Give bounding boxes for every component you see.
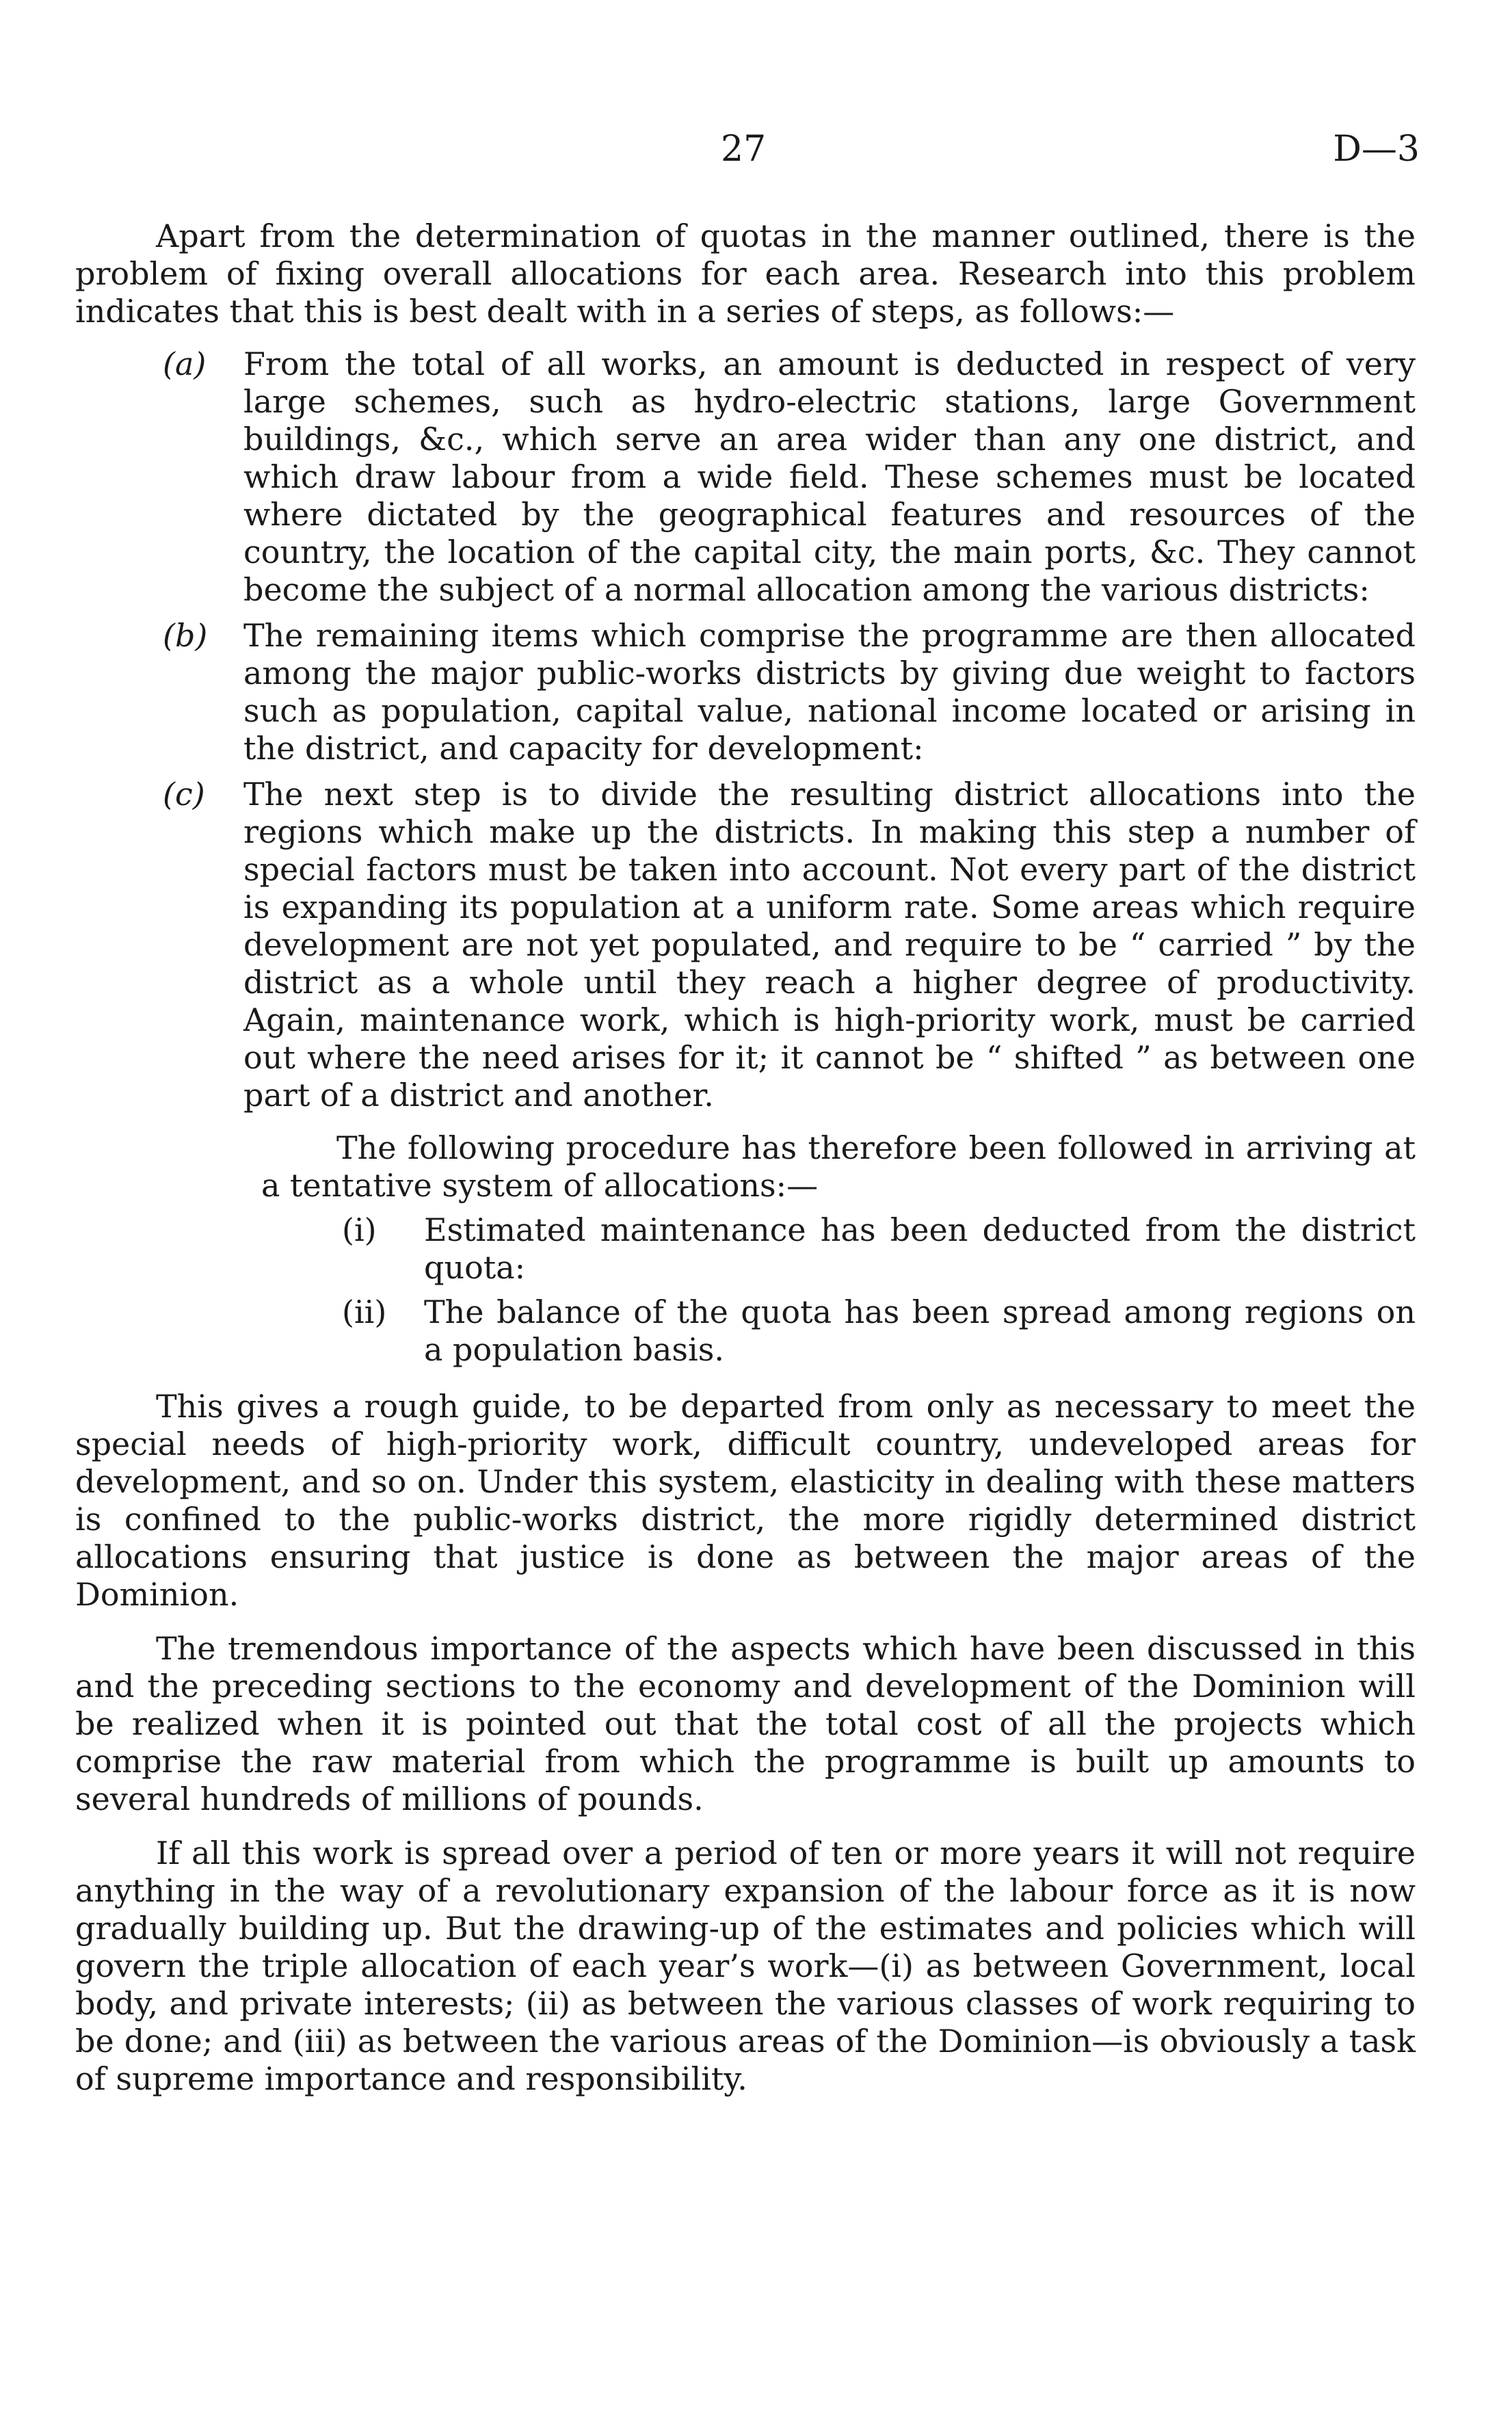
- step-text: From the total of all works, an amount is deducted in respect of very large schemes, such as hydro-electric stations, large Government buildings, &c., which serve an area wider than any one district, and which draw labour from a wide field. These schemes must be located where dictated by the geographical features and resources of the country, the location of the capital city, the main ports, &c. They cannot become the subject of a normal allocation among the various districts:: [243, 345, 1416, 608]
- document-reference: D—3: [1333, 129, 1420, 170]
- paragraph: If all this work is spread over a period of ten or more years it will not require anything in the way of a revolutionary expansion of the labour force as it is now gradually building up. But the drawing-up of the estimates and policies which will govern the triple allocation of each year’s work—(i) as between Government, local body, and private interests; (ii) as between the various classes of work requiring to be done; and (iii) as between the various areas of the Dominion—is obviously a task of supreme importance and responsibility.: [75, 1835, 1416, 2097]
- procedure-label: (ii): [342, 1293, 387, 1330]
- procedure-intro: The following procedure has therefore been followed in arriving at a tentative system of allocations:—: [261, 1129, 1416, 1204]
- paragraph: The tremendous importance of the aspects which have been discussed in this and the preceding sections to the economy and development of the Dominion will be realized when it is pointed out that the total cost of all the projects which comprise the raw material from which the programme is built up amounts to several hundreds of millions of pounds.: [75, 1630, 1416, 1817]
- procedure-label: (i): [342, 1211, 377, 1248]
- page-number: 27: [721, 129, 767, 170]
- procedure-list: [342, 1211, 1416, 1369]
- step-c: [75, 776, 1416, 1114]
- step-text: The next step is to divide the resulting district allocations into the regions which make up the districts. In making this step a number of special factors must be taken into account. Not every part of the district is expanding its population at a uniform rate. Some areas which require development are not yet populated, and require to be “ carried ” by the district as a whole until they reach a higher degree of productivity. Again, maintenance work, which is high-priority work, must be carried out where the need arises for it; it cannot be “ shifted ” as between one part of a district and another.: [243, 776, 1416, 1114]
- paragraph: This gives a rough guide, to be departed from only as necessary to meet the special needs of high-priority work, difficult country, undeveloped areas for development, and so on. Under this system, elasticity in dealing with these matters is confined to the public-works district, the more rigidly determined district allocations ensuring that justice is done as between the major areas of the Dominion.: [75, 1388, 1416, 1613]
- step-label: (a): [163, 345, 207, 382]
- procedure-item-ii: [342, 1293, 1416, 1369]
- procedure-item-i: [342, 1211, 1416, 1287]
- procedure-text: The balance of the quota has been spread among regions on a population basis.: [424, 1293, 1416, 1368]
- closing-paragraphs: [75, 1388, 1416, 2098]
- step-b: [75, 617, 1416, 767]
- intro-paragraph: Apart from the determination of quotas in the manner outlined, there is the problem of fixing overall allocations for each area. Research into this problem indicates that this is best dealt with in a series of steps, as follows:—: [75, 218, 1416, 330]
- document-body: [75, 218, 1416, 2098]
- step-label: (b): [163, 617, 208, 654]
- step-label: (c): [163, 776, 205, 813]
- page-header: [0, 129, 1512, 183]
- procedure-text: Estimated maintenance has been deducted from the district quota:: [424, 1211, 1416, 1286]
- allocation-steps: [75, 345, 1416, 1114]
- step-text: The remaining items which comprise the programme are then allocated among the major public-works districts by giving due weight to factors such as population, capital value, national income located or arising in the district, and capacity for development:: [243, 617, 1416, 767]
- step-a: [75, 345, 1416, 609]
